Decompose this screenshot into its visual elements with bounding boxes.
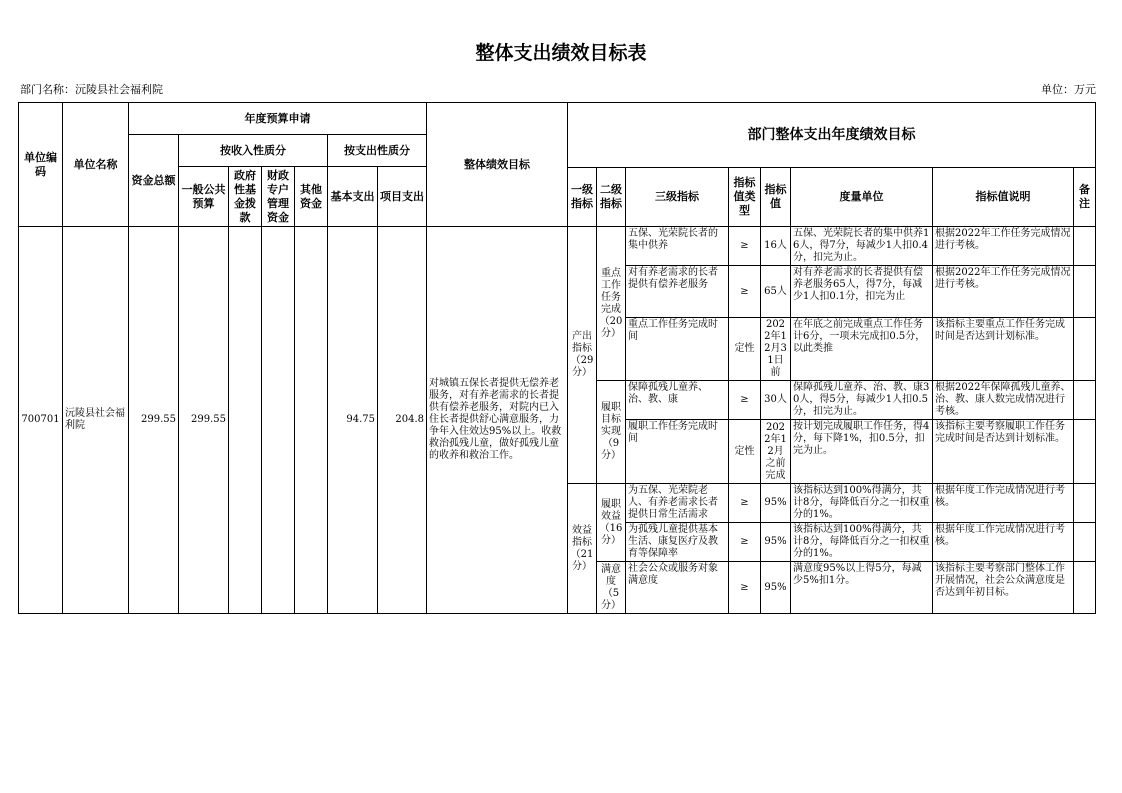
indicator-type: ≥ [729, 266, 761, 318]
indicator-measure: 在年底之前完成重点工作任务计6分，一项未完成扣0.5分，以此类推 [791, 318, 933, 381]
header-level2: 二级指标 [597, 168, 626, 227]
indicator-desc: 根据年度工作完成情况进行考核。 [933, 484, 1074, 523]
header-unit-name: 单位名称 [63, 103, 129, 227]
header-fiscal-special: 财政专户管理资金 [262, 167, 295, 227]
header-value-desc: 指标值说明 [933, 168, 1074, 227]
indicator-remark [1074, 420, 1096, 484]
indicator-desc: 该指标主要考察履职工作任务完成时间是否达到计划标准。 [933, 420, 1074, 484]
indicator-value: 2022年12月31日前 [761, 318, 791, 381]
indicator-measure: 五保、光荣院长者的集中供养16人，得7分，每减少1人扣0.4分，扣完为止。 [791, 227, 933, 266]
header-overall-goal: 整体绩效目标 [427, 103, 568, 227]
unit-label: 单位：万元 [1041, 83, 1096, 96]
indicator-value: 16人 [761, 227, 791, 266]
header-total-funds: 资金总额 [129, 135, 179, 227]
indicator-value: 65人 [761, 266, 791, 318]
indicator-measure: 满意度95%以上得5分，每减少5%扣1分。 [791, 562, 933, 614]
indicator-value: 30人 [761, 381, 791, 420]
header-value: 指标值 [761, 168, 791, 227]
indicator-measure: 保障孤残儿童养、治、教、康30人，得5分，每减少1人扣0.5分，扣完为止。 [791, 381, 933, 420]
indicator-remark [1074, 381, 1096, 420]
department-name: 部门名称：沅陵县社会福利院 [20, 83, 163, 96]
header-basic-expense: 基本支出 [328, 167, 378, 227]
header-remark: 备注 [1074, 168, 1096, 227]
indicator-desc: 根据年度工作完成情况进行考核。 [933, 523, 1074, 562]
header-annual-budget: 年度预算申请 [129, 103, 427, 135]
indicator-value: 95% [761, 562, 791, 614]
indicator-level3: 保障孤残儿童养、治、教、康 [626, 381, 729, 420]
cell-unit-code: 700701 [19, 227, 63, 614]
cell-fiscal-special [262, 227, 295, 614]
indicator-remark [1074, 318, 1096, 381]
indicator-type: 定性 [729, 318, 761, 381]
indicator-type: ≥ [729, 381, 761, 420]
cell-basic-expense: 94.75 [328, 227, 378, 614]
indicator-remark [1074, 562, 1096, 614]
cell-project-expense: 204.8 [378, 227, 427, 614]
performance-table [18, 102, 1096, 614]
indicator-desc: 根据2022年工作任务完成情况进行考核。 [933, 227, 1074, 266]
indicator-value: 95% [761, 484, 791, 523]
header-other-funds: 其他资金 [295, 167, 328, 227]
indicator-level3: 为孤残儿童提供基本生活、康复医疗及教育等保障率 [626, 523, 729, 562]
indicator-remark [1074, 484, 1096, 523]
indicator-desc: 该指标主要重点工作任务完成时间是否达到计划标准。 [933, 318, 1074, 381]
indicator-measure: 该指标达到100%得满分，共计8分，每降低百分之一扣权重分的1%。 [791, 484, 933, 523]
header-by-expense: 按支出性质分 [328, 135, 427, 167]
indicator-desc: 根据2022年工作任务完成情况进行考核。 [933, 266, 1074, 318]
indicator-level3: 重点工作任务完成时间 [626, 318, 729, 381]
indicator-level3: 五保、光荣院长者的集中供养 [626, 227, 729, 266]
indicator-type: 定性 [729, 420, 761, 484]
indicator-measure: 按计划完成履职工作任务，得4分，每下降1%，扣0.5分，扣完为止。 [791, 420, 933, 484]
cell-gov-fund [229, 227, 262, 614]
level2-duty-goal: 履职目标实现（9分） [597, 381, 626, 484]
header-level3: 三级指标 [626, 168, 729, 227]
header-measure: 度量单位 [791, 168, 933, 227]
indicator-type: ≥ [729, 562, 761, 614]
header-gov-fund: 政府性基金拨款 [229, 167, 262, 227]
page-title: 整体支出绩效目标表 [475, 42, 647, 64]
indicator-level3: 社会公众或服务对象满意度 [626, 562, 729, 614]
header-dept-goal: 部门整体支出年度绩效目标 [568, 103, 1096, 168]
cell-total-funds: 299.55 [129, 227, 179, 614]
header-level1: 一级指标 [568, 168, 597, 227]
indicator-remark [1074, 523, 1096, 562]
header-unit-code: 单位编码 [19, 103, 63, 227]
indicator-desc: 根据2022年保障孤残儿童养、治、教、康人数完成情况进行考核。 [933, 381, 1074, 420]
indicator-desc: 该指标主要考察部门整体工作开展情况，社会公众满意度是否达到年初目标。 [933, 562, 1074, 614]
level2-duty-benefit: 履职效益（16分） [597, 484, 626, 562]
header-by-income: 按收入性质分 [179, 135, 328, 167]
cell-unit-name: 沅陵县社会福利院 [63, 227, 129, 614]
indicator-type: ≥ [729, 227, 761, 266]
cell-general-public: 299.55 [179, 227, 229, 614]
header-value-type: 指标值类型 [729, 168, 761, 227]
level1-benefit: 效益指标（21分） [568, 484, 597, 614]
indicator-type: ≥ [729, 484, 761, 523]
indicator-value: 2022年12月之前完成 [761, 420, 791, 484]
cell-overall-goal: 对城镇五保长者提供无偿养老服务，对有养老需求的长者提供有偿养老服务，对院内已入住长者提供舒心满意服务，力争年入住效达95%以上。收救救治孤残儿童，做好孤残儿童的收养和救治工作。 [427, 227, 568, 614]
indicator-type: ≥ [729, 523, 761, 562]
indicator-level3: 对有养老需求的长者提供有偿养老服务 [626, 266, 729, 318]
level1-output: 产出指标（29分） [568, 227, 597, 484]
indicator-remark [1074, 266, 1096, 318]
indicator-level3: 为五保、光荣院老人、有养老需求长者提供日常生活需求 [626, 484, 729, 523]
indicator-value: 95% [761, 523, 791, 562]
indicator-level3: 履职工作任务完成时间 [626, 420, 729, 484]
header-general-public: 一般公共预算 [179, 167, 229, 227]
level2-key-tasks: 重点工作任务完成（20分） [597, 227, 626, 381]
level2-satisfaction: 满意度（5分） [597, 562, 626, 614]
cell-other-funds [295, 227, 328, 614]
header-project-expense: 项目支出 [378, 167, 427, 227]
indicator-measure: 该指标达到100%得满分，共计8分，每降低百分之一扣权重分的1%。 [791, 523, 933, 562]
indicator-measure: 对有养老需求的长者提供有偿养老服务65人，得7分，每减少1人扣0.1分，扣完为止 [791, 266, 933, 318]
indicator-remark [1074, 227, 1096, 266]
